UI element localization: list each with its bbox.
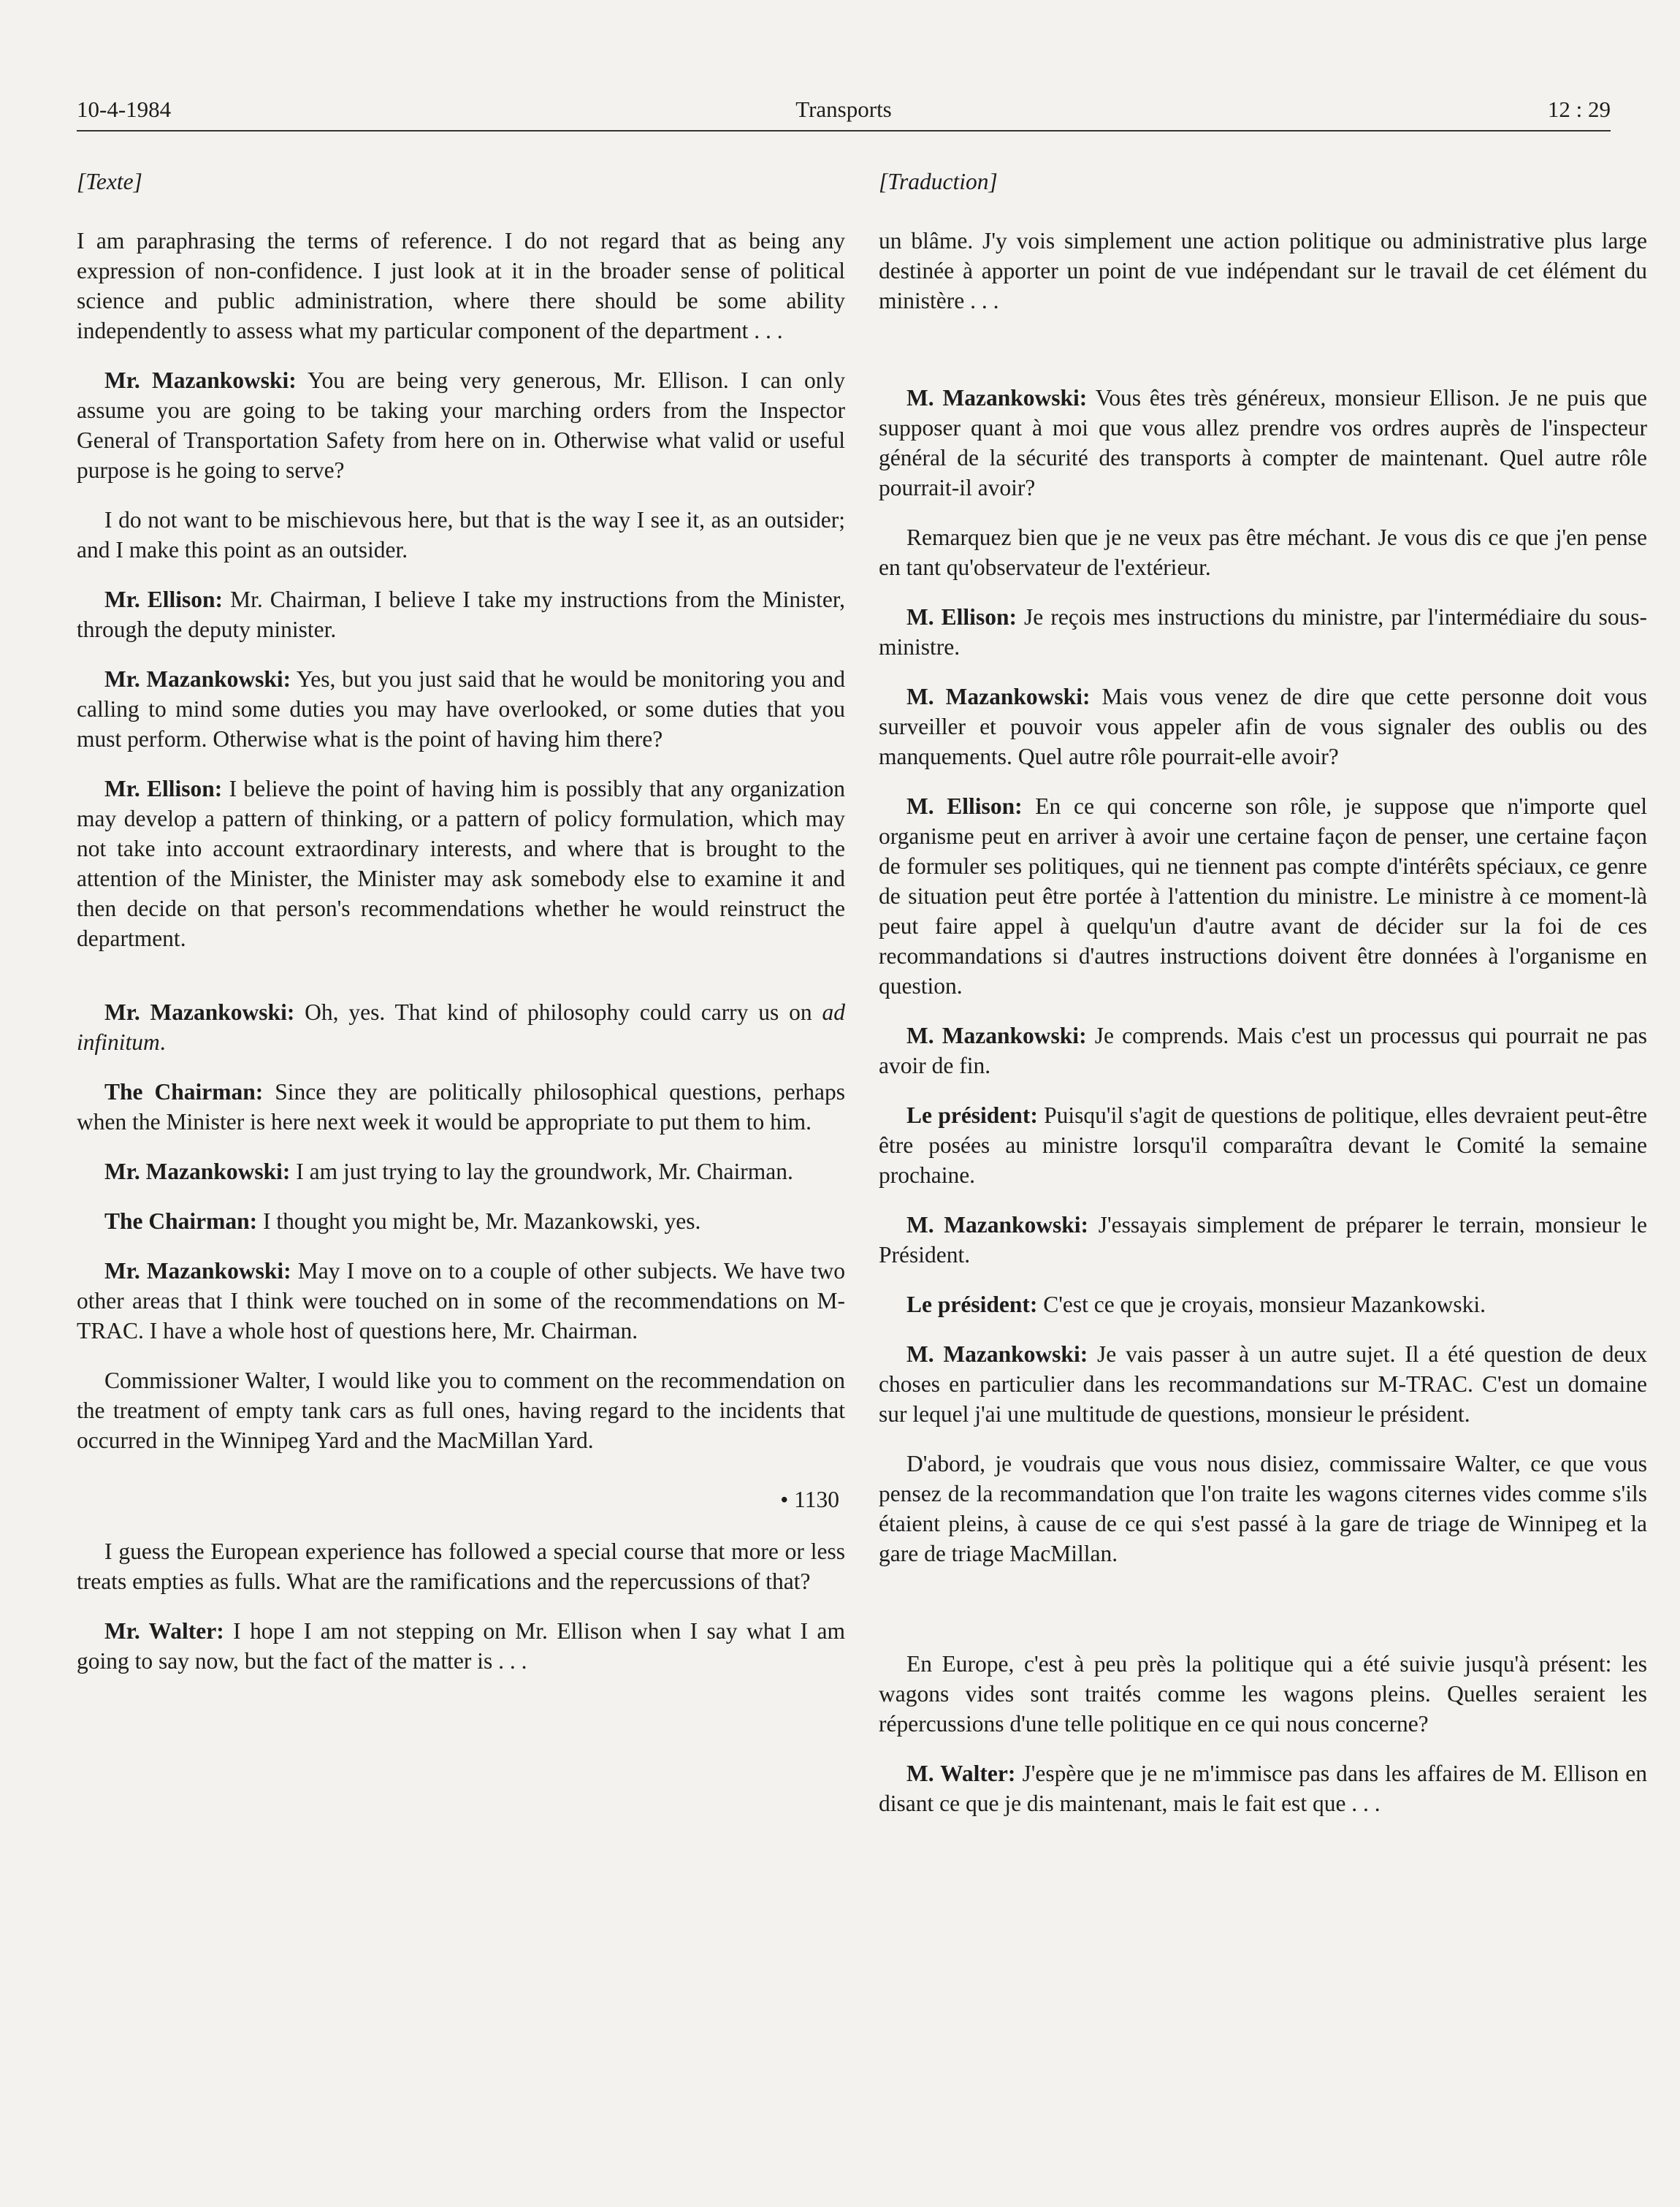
speaker-name: The Chairman: xyxy=(104,1079,264,1105)
speaker-name: Mr. Mazankowski: xyxy=(104,367,297,393)
paragraph xyxy=(879,791,1647,1001)
speech-text: I believe the point of having him is possibly that any organization may develop a pattern of thinking, or a pattern of policy formulation, which may not take into account extraordinary interests, and where that is brought to the attention of the Minister, the Minister may ask somebody else to examine it and then decide on that person's recommendations whether he would reinstruct the department. xyxy=(77,776,846,951)
speech-text: May I move on to a couple of other subjects. We have two other areas that I think were touched on in some of the recommendations on M-TRAC. I have a whole host of questions here, Mr. Chairman. xyxy=(77,1258,845,1343)
speech-text: Yes, but you just said that he would be monitoring you and calling to mind some duties you may have overlooked, or some duties that you must perform. Otherwise what is the point of having him there? xyxy=(77,666,845,752)
speaker-name: Mr. Walter: xyxy=(104,1618,224,1644)
paragraph xyxy=(77,1077,845,1137)
speech-text: Since they are politically philosophical questions, perhaps when the Minister is here next week it would be appropriate to put them to him. xyxy=(77,1079,845,1135)
paragraph xyxy=(879,1021,1647,1080)
speech-text: Oh, yes. That kind of philosophy could carry us on xyxy=(294,999,822,1025)
speech-text: You are being very generous, Mr. Ellison. I can only assume you are going to be taking your marching orders from the Inspector General of Transportation Safety from here on in. Otherwise what valid or useful purpose is he going to serve? xyxy=(77,367,845,483)
speaker-name: M. Mazankowski: xyxy=(906,1212,1089,1238)
paragraph: Commissioner Walter, I would like you to comment on the recommendation on the treatment of empty tank cars as full ones, having regard to the incidents that occurred in the Winnipeg Yard and the MacMillan Yard. xyxy=(77,1368,845,1453)
speech-text: Mr. Chairman, I believe I take my instructions from the Minister, through the deputy minister. xyxy=(77,587,845,642)
page-header xyxy=(77,94,1611,130)
header-rule xyxy=(77,130,1611,131)
paragraph xyxy=(77,365,845,485)
paragraph: En Europe, c'est à peu près la politique qui a été suivie jusqu'à présent: les wagons vides sont traités comme les wagons pleins. Quelles seraient les répercussions d'une telle politique en ce qui nous concerne? xyxy=(879,1651,1647,1737)
speaker-name: M. Mazankowski: xyxy=(906,385,1088,411)
speaker-name: Mr. Mazankowski: xyxy=(104,999,295,1025)
paragraph xyxy=(879,682,1647,771)
speech-text: En ce qui concerne son rôle, je suppose que n'importe quel organisme peut en arriver à avoir une certaine façon de penser, une certaine façon de formuler ses politiques, qui ne tiennent pas compte d'intérêts spéciaux, ce genre de situation peut être portée à l'attention du ministre. Le ministre à ce moment-là peut faire appel à quelqu'un d'autre avant de décider sur la foi de ces recommandations si d'autres instructions doivent être données à l'organisme en question. xyxy=(879,793,1648,999)
header-page-number: 12 : 29 xyxy=(1547,96,1611,122)
speaker-name: Mr. Ellison: xyxy=(104,587,224,612)
speech-text: Je comprends. Mais c'est un processus qui pourrait ne pas avoir de fin. xyxy=(879,1023,1648,1078)
speech-text: Je vais passer à un autre sujet. Il a été question de deux choses en particulier dans les recommandations sur M-TRAC. C'est un domaine sur lequel j'ai une multitude de questions, monsieur le président. xyxy=(879,1341,1647,1427)
speech-text: Puisqu'il s'agit de questions de politique, elles devraient peut-être être posées au ministre lorsqu'il comparaîtra devant le Comité la semaine prochaine. xyxy=(879,1102,1648,1188)
paragraph xyxy=(879,1210,1647,1270)
speech-text: J'espère que je ne m'immisce pas dans les affaires de M. Ellison en disant ce que je dis maintenant, mais le fait est que . . . xyxy=(879,1761,1647,1816)
speech-text: J'essayais simplement de préparer le terrain, monsieur le Président. xyxy=(879,1212,1647,1268)
paragraph: un blâme. J'y vois simplement une action politique ou administrative plus large destinée à apporter un point de vue indépendant sur le travail de cet élément du ministère . . . xyxy=(879,228,1647,313)
paragraph xyxy=(77,1616,845,1676)
speaker-name: Mr. Mazankowski: xyxy=(104,1258,291,1284)
speech-text: Je reçois mes instructions du ministre, par l'intermédiaire du sous-ministre. xyxy=(879,604,1648,660)
paragraph xyxy=(879,1758,1647,1818)
paragraph: I do not want to be mischievous here, but that is the way I see it, as an outsider; and I make this point as an outsider. xyxy=(77,507,845,563)
paragraph xyxy=(879,1289,1647,1319)
speaker-name: M. Walter: xyxy=(906,1761,1016,1786)
text-marker: [Texte] xyxy=(77,169,142,194)
paragraph xyxy=(77,664,845,754)
speech-text: I thought you might be, Mr. Mazankowski, yes. xyxy=(257,1208,701,1234)
speaker-name: Le président: xyxy=(906,1102,1038,1128)
french-column xyxy=(879,167,1647,1838)
header-date: 10-4-1984 xyxy=(77,96,172,122)
paragraph: I am paraphrasing the terms of reference. I do not regard that as being any expression of non-confidence. I just look at it in the broader sense of political science and public administration, where there should be some ability independently to assess what my particular component of the department . . . xyxy=(77,228,845,343)
speaker-name: The Chairman: xyxy=(104,1208,258,1234)
paragraph xyxy=(879,602,1647,662)
paragraph: D'abord, je voudrais que vous nous disiez, commissaire Walter, ce que vous pensez de la recommandation que l'on traite les wagons citernes vides comme s'ils étaient pleins, à cause de ce qui s'est passé à la gare de triage de Winnipeg et la gare de triage MacMillan. xyxy=(879,1451,1647,1566)
speaker-name: Mr. Mazankowski: xyxy=(104,666,291,692)
latin-phrase: ad infinitum xyxy=(77,999,845,1055)
timestamp: • 1130 xyxy=(780,1487,839,1512)
speech-text: . xyxy=(159,1029,166,1055)
paragraph xyxy=(77,997,845,1057)
speaker-name: M. Ellison: xyxy=(906,604,1017,630)
speaker-name: Mr. Mazankowski: xyxy=(104,1159,291,1184)
header-title: Transports xyxy=(795,96,892,122)
speaker-name: Le président: xyxy=(906,1292,1038,1317)
speech-text: C'est ce que je croyais, monsieur Mazankowski. xyxy=(1037,1292,1486,1317)
speaker-name: M. Mazankowski: xyxy=(906,1341,1088,1367)
paragraph xyxy=(77,1156,845,1186)
english-column xyxy=(77,167,845,1696)
paragraph xyxy=(879,1100,1647,1190)
paragraph xyxy=(879,383,1647,503)
paragraph: Remarquez bien que je ne veux pas être méchant. Je vous dis ce que j'en pense en tant qu'observateur de l'extérieur. xyxy=(879,525,1647,580)
speaker-name: Mr. Ellison: xyxy=(104,776,223,801)
translation-marker: [Traduction] xyxy=(879,169,998,194)
speaker-name: M. Mazankowski: xyxy=(906,684,1091,709)
paragraph xyxy=(77,1206,845,1236)
paragraph: I guess the European experience has followed a special course that more or less treats empties as fulls. What are the ramifications and the repercussions of that? xyxy=(77,1539,845,1594)
paragraph xyxy=(77,774,845,953)
speech-text: I hope I am not stepping on Mr. Ellison when I say what I am going to say now, but the fact of the matter is . . . xyxy=(77,1618,845,1674)
speech-text: I am just trying to lay the groundwork, Mr. Chairman. xyxy=(290,1159,793,1184)
paragraph xyxy=(879,1339,1647,1429)
paragraph xyxy=(77,1256,845,1346)
speech-text: Vous êtes très généreux, monsieur Ellison. Je ne puis que supposer quant à moi que vous allez prendre vos ordres auprès de l'inspecteur général de la sécurité des transports à compter de maintenant. Quel autre rôle pourrait-il avoir? xyxy=(879,385,1648,500)
paragraph xyxy=(77,584,845,644)
speaker-name: M. Mazankowski: xyxy=(906,1023,1087,1048)
speaker-name: M. Ellison: xyxy=(906,793,1023,819)
speech-text: Mais vous venez de dire que cette personne doit vous surveiller et pouvoir vous appeler afin de vous signaler des oublis ou des manquements. Quel autre rôle pourrait-elle avoir? xyxy=(879,684,1647,769)
